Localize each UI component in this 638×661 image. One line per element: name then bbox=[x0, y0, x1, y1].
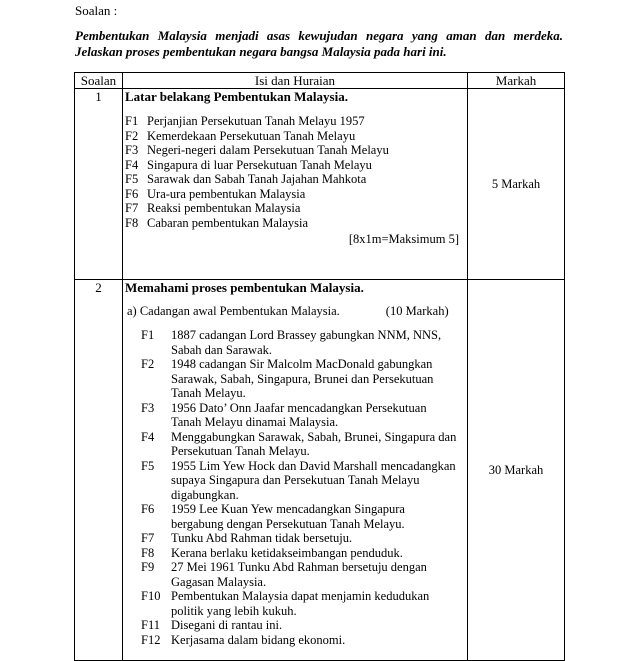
question-line-2: Jelaskan proses pembentukan negara bangsa Malaysia pada hari ini. bbox=[75, 44, 447, 59]
point-text: Sarawak dan Sabah Tanah Jajahan Mahkota bbox=[147, 172, 367, 186]
point-text bbox=[171, 633, 467, 648]
point-text: Kemerdekaan Persekutuan Tanah Melayu bbox=[147, 128, 356, 143]
point-line: Sabah dan Sarawak. bbox=[171, 342, 273, 357]
point-line: supaya Singapura dan Persekutuan Tanah Melayu bbox=[171, 473, 420, 487]
point-text bbox=[171, 357, 467, 401]
point-code: F9 bbox=[141, 560, 155, 574]
point-code: F4 bbox=[125, 157, 139, 172]
point-line: Pembentukan Malaysia dapat menjamin kedudukan bbox=[171, 589, 430, 603]
point-text: Ura-ura pembentukan Malaysia bbox=[147, 186, 306, 201]
table-header-row bbox=[75, 73, 565, 89]
list-item bbox=[141, 357, 467, 401]
list-item bbox=[141, 633, 467, 648]
header-markah: Markah bbox=[468, 73, 565, 89]
list-item bbox=[125, 143, 467, 158]
point-code: F1 bbox=[125, 114, 139, 128]
list-item bbox=[125, 172, 467, 187]
point-line: 1956 Dato’ Onn Jaafar mencadangkan Persekutuan bbox=[171, 400, 427, 415]
header-soalan: Soalan bbox=[75, 73, 123, 89]
point-code: F2 bbox=[141, 357, 155, 371]
point-code: F3 bbox=[141, 400, 155, 415]
section-title: Latar belakang Pembentukan Malaysia. bbox=[125, 89, 348, 104]
list-item bbox=[125, 216, 467, 231]
list-item bbox=[141, 560, 467, 589]
point-line: Kerana berlaku ketidakseimbangan penduduk. bbox=[171, 545, 403, 560]
markah-cell: 30 Markah bbox=[468, 280, 565, 661]
point-line: politik yang lebih kukuh. bbox=[171, 603, 297, 618]
point-code: F12 bbox=[141, 632, 161, 647]
point-text bbox=[171, 560, 467, 589]
point-line: 1959 Lee Kuan Yew mencadangkan Singapura bbox=[171, 502, 405, 516]
row-number: 1 bbox=[75, 89, 123, 280]
point-line: Kerjasama dalam bidang ekonomi. bbox=[171, 632, 346, 647]
soalan-label: Soalan : bbox=[75, 3, 118, 18]
point-code: F6 bbox=[141, 502, 155, 516]
list-item bbox=[125, 129, 467, 144]
table-row bbox=[75, 89, 565, 280]
point-text: Perjanjian Persekutuan Tanah Melayu 1957 bbox=[147, 114, 365, 128]
point-code: F7 bbox=[141, 531, 155, 545]
point-line: 1887 cadangan Lord Brassey gabungkan NNM, NNS, bbox=[171, 328, 442, 342]
point-text bbox=[171, 531, 467, 546]
row-number: 2 bbox=[75, 280, 123, 661]
point-line: bergabung dengan Persekutuan Tanah Melayu. bbox=[171, 516, 405, 531]
point-line: Disegani di rantau ini. bbox=[171, 618, 283, 632]
point-text bbox=[171, 618, 467, 633]
point-text bbox=[171, 430, 467, 459]
point-line: Tunku Abd Rahman tidak bersetuju. bbox=[171, 531, 353, 545]
list-item bbox=[125, 187, 467, 202]
subsection-heading bbox=[127, 304, 467, 319]
point-text: Reaksi pembentukan Malaysia bbox=[147, 201, 301, 215]
point-code: F8 bbox=[141, 545, 155, 560]
list-item bbox=[125, 114, 467, 129]
point-code: F1 bbox=[141, 328, 155, 342]
point-line: 1948 cadangan Sir Malcolm MacDonald gabungkan bbox=[171, 357, 433, 371]
point-text bbox=[171, 328, 467, 357]
point-code: F4 bbox=[141, 429, 155, 444]
point-code: F7 bbox=[125, 201, 139, 215]
answer-table bbox=[74, 72, 565, 661]
question-text bbox=[75, 28, 563, 60]
list-item bbox=[141, 531, 467, 546]
point-code: F5 bbox=[141, 458, 155, 473]
point-list bbox=[125, 114, 467, 230]
list-item bbox=[141, 546, 467, 561]
row-content bbox=[123, 89, 468, 280]
point-text bbox=[171, 546, 467, 561]
row-content bbox=[123, 280, 468, 661]
point-line: Persekutuan Tanah Melayu. bbox=[171, 444, 310, 458]
point-text: Singapura di luar Persekutuan Tanah Melayu bbox=[147, 157, 372, 172]
subsection-marks: (10 Markah) bbox=[385, 304, 449, 318]
max-marks-note: [8x1m=Maksimum 5] bbox=[348, 232, 459, 246]
point-code: F3 bbox=[125, 143, 139, 157]
point-line: Tanah Melayu dinamai Malaysia. bbox=[171, 415, 339, 429]
header-isi-huraian: Isi dan Huraian bbox=[123, 73, 468, 89]
section-title: Memahami proses pembentukan Malaysia. bbox=[125, 280, 364, 295]
list-item bbox=[141, 618, 467, 633]
point-code: F8 bbox=[125, 215, 139, 230]
point-code: F11 bbox=[141, 618, 160, 632]
list-item bbox=[141, 589, 467, 618]
point-code: F5 bbox=[125, 172, 139, 186]
point-text: Negeri-negeri dalam Persekutuan Tanah Melayu bbox=[147, 143, 389, 157]
point-line: Menggabungkan Sarawak, Sabah, Brunei, Singapura dan bbox=[171, 429, 457, 444]
point-line: 27 Mei 1961 Tunku Abd Rahman bersetuju dengan bbox=[171, 560, 427, 574]
list-item bbox=[141, 401, 467, 430]
list-item bbox=[141, 430, 467, 459]
subsection-label: a) Cadangan awal Pembentukan Malaysia. bbox=[127, 304, 340, 318]
point-line: Gagasan Malaysia. bbox=[171, 574, 267, 589]
markah-cell: 5 Markah bbox=[468, 89, 565, 280]
list-item bbox=[141, 328, 467, 357]
list-item bbox=[141, 502, 467, 531]
point-line: Sarawak, Sabah, Singapura, Brunei dan Persekutuan bbox=[171, 371, 434, 386]
point-list bbox=[141, 328, 467, 647]
table-row bbox=[75, 280, 565, 661]
point-code: F2 bbox=[125, 128, 139, 143]
list-item bbox=[125, 158, 467, 173]
question-line-1: Pembentukan Malaysia menjadi asas kewujudan negara yang aman dan merdeka. bbox=[75, 28, 563, 43]
point-code: F6 bbox=[125, 186, 139, 201]
point-text bbox=[171, 459, 467, 503]
list-item bbox=[141, 459, 467, 503]
list-item bbox=[125, 201, 467, 216]
point-text bbox=[171, 401, 467, 430]
point-line: 1955 Lim Yew Hock dan David Marshall mencadangkan bbox=[171, 458, 456, 473]
point-text: Cabaran pembentukan Malaysia bbox=[147, 215, 309, 230]
point-code: F10 bbox=[141, 589, 161, 603]
point-line: digabungkan. bbox=[171, 487, 239, 502]
point-line: Tanah Melayu. bbox=[171, 386, 246, 400]
point-text bbox=[171, 502, 467, 531]
point-text bbox=[171, 589, 467, 618]
